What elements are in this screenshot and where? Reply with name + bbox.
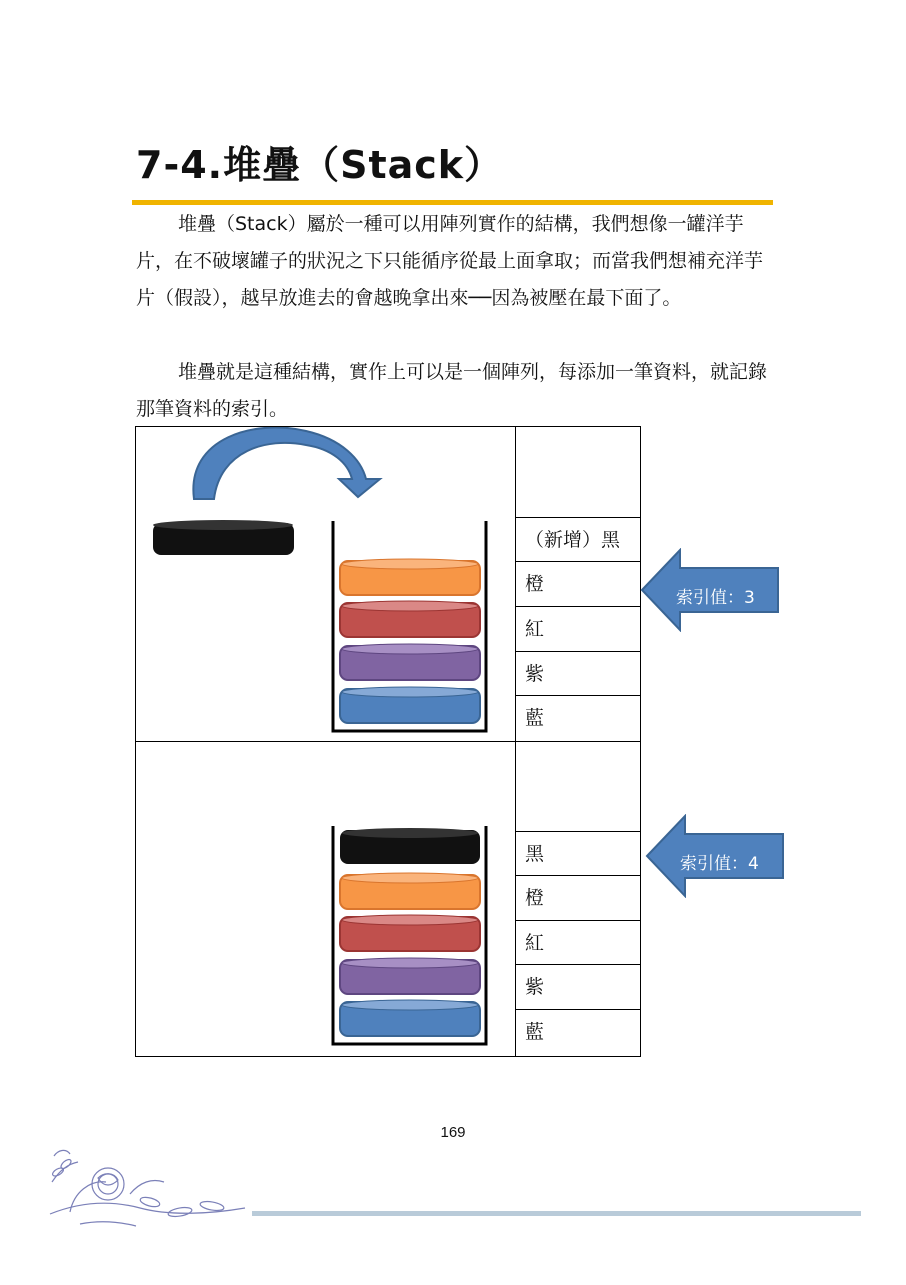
orange-disc-icon: [340, 873, 480, 909]
page-number: 169: [440, 1124, 466, 1141]
orange-disc-icon: [340, 559, 480, 595]
black-disc-icon: [153, 520, 294, 555]
stack-cell: 藍: [516, 1009, 641, 1053]
stack-push-panel: [135, 426, 641, 742]
stack-cell: （新增）黑: [516, 517, 641, 561]
purple-disc-icon: [340, 958, 480, 994]
blue-disc-icon: [340, 1000, 480, 1036]
index-label: 索引值：3: [676, 588, 755, 608]
purple-disc-icon: [340, 644, 480, 680]
black-disc-icon: [340, 828, 480, 864]
stack-state-illustration: [136, 742, 516, 1058]
stack-cell: 藍: [516, 695, 641, 739]
section-heading: 7-4.堆疊（Stack）: [136, 143, 504, 187]
stack-cell: 紅: [516, 920, 641, 964]
stack-cell: 紅: [516, 606, 641, 650]
stack-state-panel: [135, 741, 641, 1057]
heading-underline: [132, 200, 773, 205]
red-disc-icon: [340, 601, 480, 637]
floral-ornament-icon: [40, 1142, 250, 1232]
stack-cell: 橙: [516, 561, 641, 605]
detail-paragraph: 堆疊就是這種結構，實作上可以是一個陣列，每添加一筆資料，就記錄那筆資料的索引。: [136, 361, 768, 420]
footer-rule: [252, 1211, 861, 1216]
stack-cell: 橙: [516, 875, 641, 919]
index-label: 索引值：4: [680, 854, 759, 874]
curved-arrow-icon: [193, 428, 380, 499]
stack-cell: 黑: [516, 831, 641, 875]
stack-push-illustration: [136, 427, 516, 743]
stack-cell: 紫: [516, 964, 641, 1008]
red-disc-icon: [340, 915, 480, 951]
stack-cell: 紫: [516, 651, 641, 695]
blue-disc-icon: [340, 687, 480, 723]
intro-paragraph: 堆疊（Stack）屬於一種可以用陣列實作的結構，我們想像一罐洋芋片，在不破壞罐子的狀況之下只能循序從最上面拿取；而當我們想補充洋芋片（假設），越早放進去的會越晚拿出來──因為被壓在最下面了。: [136, 213, 764, 309]
